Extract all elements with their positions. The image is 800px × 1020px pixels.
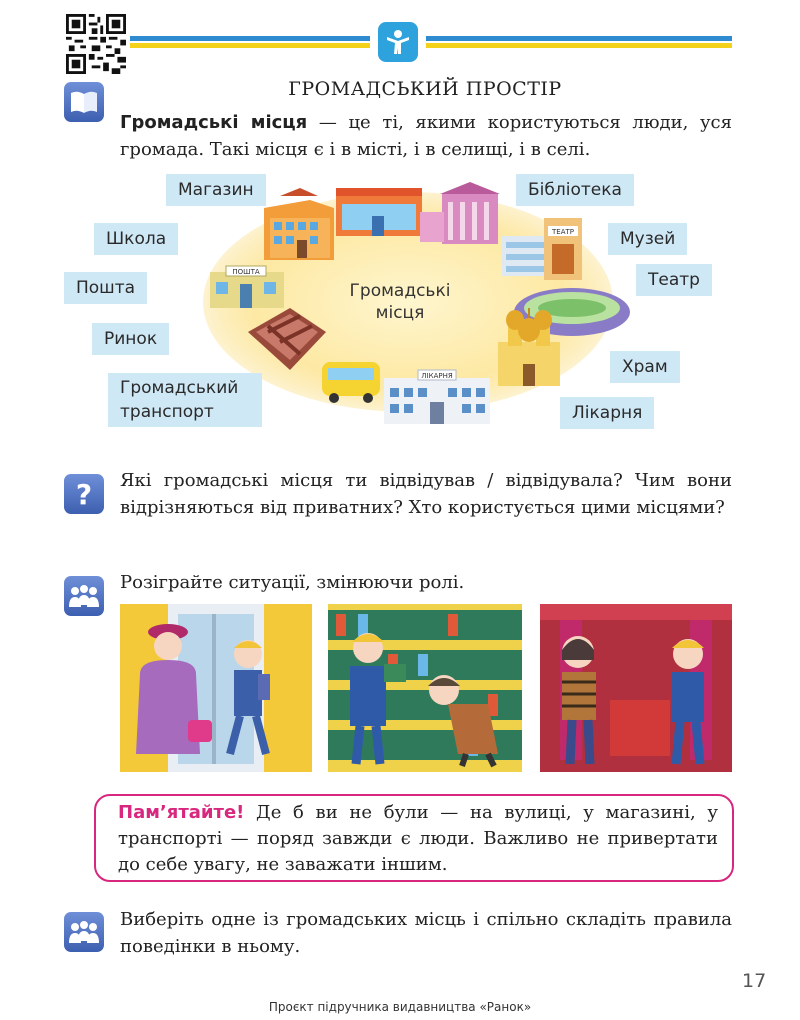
intro-text: — це ті, якими користуються люди, уся громада. Такі місця є і в місті, і в селищі, і в селі. bbox=[120, 112, 732, 160]
header-stripe-blue bbox=[426, 36, 732, 41]
page-number: 17 bbox=[742, 970, 767, 992]
post-sign: ПОШТА bbox=[232, 268, 260, 276]
illustration-theatre-scene bbox=[540, 604, 732, 772]
label-shop: Магазин bbox=[166, 174, 266, 206]
intro-paragraph bbox=[120, 109, 732, 163]
illustration-doorway-scene bbox=[120, 604, 312, 772]
page-title: ГРОМАДСЬКИЙ ПРОСТІР bbox=[288, 78, 562, 100]
qr-code[interactable] bbox=[66, 14, 126, 74]
task2-paragraph: Виберіть одне із громадських місць і спільно складіть правила поведінки в ньому. bbox=[120, 909, 732, 957]
hospital-building bbox=[384, 370, 490, 424]
remember-paragraph bbox=[118, 800, 718, 878]
header-stripe-blue bbox=[130, 36, 370, 41]
group-work-icon bbox=[64, 576, 104, 616]
label-temple: Храм bbox=[610, 351, 680, 383]
theatre-building bbox=[544, 218, 582, 280]
shop-building bbox=[336, 188, 422, 236]
school-building bbox=[264, 188, 334, 260]
library-building bbox=[420, 182, 500, 244]
footer-text: Проєкт підручника видавництва «Ранок» bbox=[268, 1000, 532, 1014]
temple-building bbox=[498, 308, 560, 386]
child-figure-icon bbox=[378, 22, 418, 62]
label-theatre: Театр bbox=[636, 264, 712, 296]
intro-term: Громадські місця bbox=[120, 112, 308, 133]
task1-paragraph: Розіграйте ситуації, змінюючи ролі. bbox=[120, 572, 465, 593]
book-icon bbox=[64, 82, 104, 122]
label-school: Школа bbox=[94, 223, 178, 255]
post-office-building bbox=[210, 266, 284, 308]
diagram-center-label: Громадські місця bbox=[349, 281, 451, 323]
theatre-sign: ТЕАТР bbox=[552, 228, 574, 236]
question-icon: ? bbox=[64, 474, 104, 514]
label-market: Ринок bbox=[92, 323, 169, 355]
label-library: Бібліотека bbox=[516, 174, 634, 206]
question-paragraph: Які громадські місця ти відвідував / відвідувала? Чим вони відрізняються від приватних? Хто користується цими місцями? bbox=[120, 470, 732, 518]
label-post: Пошта bbox=[64, 272, 147, 304]
label-transport: Громадський транспорт bbox=[108, 373, 262, 427]
header-stripe-yellow bbox=[130, 43, 370, 48]
group-work-icon bbox=[64, 912, 104, 952]
hospital-sign: ЛІКАРНЯ bbox=[421, 372, 453, 380]
remember-label: Пам’ятайте! bbox=[118, 802, 245, 823]
label-hospital: Лікарня bbox=[560, 397, 654, 429]
label-museum: Музей bbox=[608, 223, 687, 255]
header-stripe-yellow bbox=[426, 43, 732, 48]
illustration-shop-scene bbox=[328, 604, 522, 772]
remember-text: Де б ви не були — на вулиці, у магазині, у транспорті — поряд завжди є люди. Важливо не привертати до себе увагу, не заважати іншим. bbox=[118, 802, 718, 875]
